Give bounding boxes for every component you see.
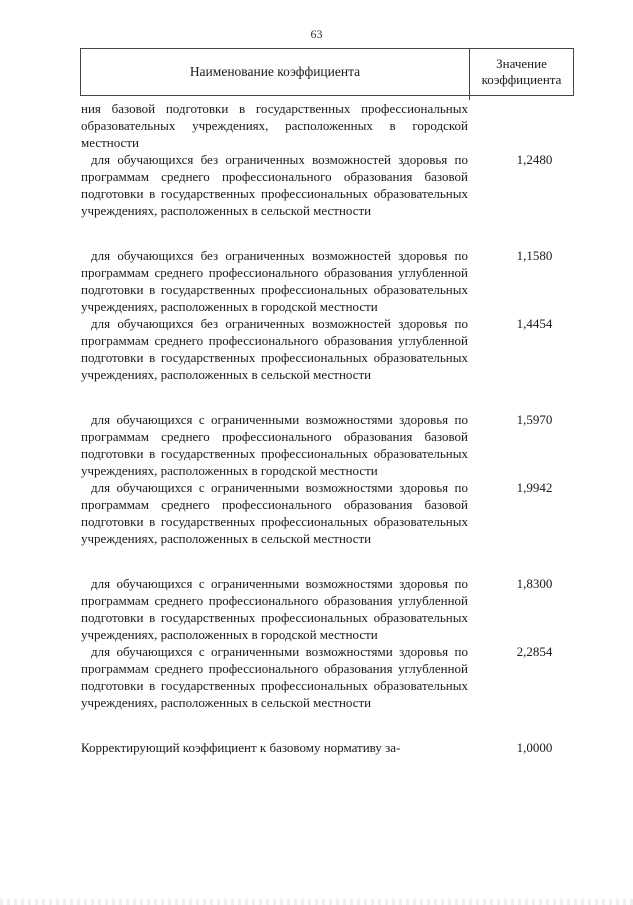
table-row	[81, 100, 601, 151]
row-value: 1,9942	[516, 480, 553, 495]
row-value: 1,5970	[516, 412, 553, 427]
table-row	[81, 315, 601, 383]
column-header-value-line1: Значение	[496, 56, 547, 71]
row-description: для обучающихся с ограниченными возможностями здоровья по программам среднего профессионального образования углубленной подготовки в государственных профессиональных образовательных учреждениях, расположенных в городской местности	[81, 576, 468, 642]
row-description: Корректирующий коэффициент к базовому нормативу за-	[81, 740, 401, 755]
row-description: для обучающихся с ограниченными возможностями здоровья по программам среднего профессионального образования базовой подготовки в государственных профессиональных образовательных учреждениях, расположенных в сельской местности	[81, 480, 468, 546]
page-number: 63	[310, 27, 323, 41]
row-description: ния базовой подготовки в государственных профессиональных образовательных учреждениях, расположенных в городской местности	[81, 101, 468, 150]
coefficient-table-body	[81, 100, 601, 756]
table-header	[80, 48, 574, 96]
column-header-value	[470, 49, 573, 95]
scan-artifact	[0, 796, 6, 836]
row-description: для обучающихся без ограниченных возможностей здоровья по программам среднего профессионального образования базовой подготовки в государственных профессиональных образовательных учреждениях, расположенных в сельской местности	[81, 152, 468, 218]
row-value: 2,2854	[516, 644, 553, 659]
table-row	[81, 575, 601, 643]
table-row	[81, 247, 601, 315]
row-value: 1,8300	[516, 576, 553, 591]
row-description: для обучающихся без ограниченных возможностей здоровья по программам среднего профессионального образования углубленной подготовки в государственных профессиональных образовательных учреждениях, расположенных в сельской местности	[81, 316, 468, 382]
row-value: 1,1580	[516, 248, 553, 263]
row-description: для обучающихся с ограниченными возможностями здоровья по программам среднего профессионального образования базовой подготовки в государственных профессиональных образовательных учреждениях, расположенных в городской местности	[81, 412, 468, 478]
scan-edge	[0, 899, 633, 905]
column-header-name: Наименование коэффициента	[81, 49, 470, 95]
row-value: 1,2480	[516, 152, 553, 167]
column-header-value-line2: коэффициента	[481, 72, 562, 87]
table-row	[81, 739, 601, 756]
table-row	[81, 643, 601, 711]
row-value: 1,0000	[516, 740, 553, 755]
table-row	[81, 479, 601, 547]
row-description: для обучающихся с ограниченными возможностями здоровья по программам среднего профессионального образования углубленной подготовки в государственных профессиональных образовательных учреждениях, расположенных в сельской местности	[81, 644, 468, 710]
table-row	[81, 151, 601, 219]
table-row	[81, 411, 601, 479]
row-value: 1,4454	[516, 316, 553, 331]
row-description: для обучающихся без ограниченных возможностей здоровья по программам среднего профессионального образования углубленной подготовки в государственных профессиональных образовательных учреждениях, расположенных в городской местности	[81, 248, 468, 314]
